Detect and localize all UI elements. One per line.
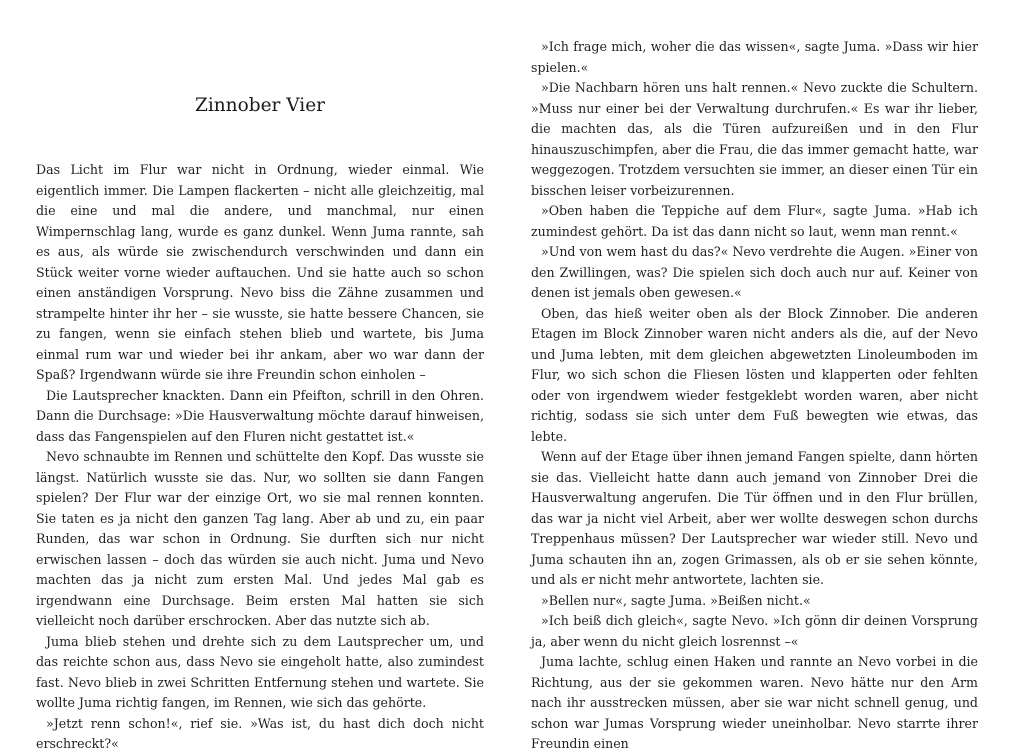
paragraph: »Ich frage mich, woher die das wissen«, sagte Juma. »Dass wir hier spielen.« [531, 39, 978, 75]
paragraph: »Ich beiß dich gleich«, sagte Nevo. »Ich gönn dir deinen Vorsprung ja, aber wenn du nicht gleich losrennst –« [531, 613, 978, 649]
right-page-text [531, 37, 978, 755]
left-page-text [36, 160, 484, 755]
paragraph: Juma blieb stehen und drehte sich zu dem Lautsprecher um, und das reichte schon aus, dass Nevo sie eingeholt hatte, also zumindest fast. Nevo blieb in zwei Schritten Entfernung stehen und wartete. Sie wollte Juma richtig fangen, im Rennen, wie sich das gehörte. [36, 633, 484, 710]
paragraph: Oben, das hieß weiter oben als der Block Zinnober. Die anderen Etagen im Block Zinnober waren nicht anders als die, auf der Nevo und Juma lebten, mit dem gleichen abgewetzten Linoleumboden im Flur, wo sich schon die Fliesen lösten und klapperten oder fehlten oder von irgendwem wieder festgeklebt worden waren, aber nicht richtig, sodass sie sich unter dem Fuß bewegten wie etwas, das lebte. [531, 305, 978, 444]
paragraph: »Bellen nur«, sagte Juma. »Beißen nicht.« [541, 592, 811, 608]
paragraph: Die Lautsprecher knackten. Dann ein Pfeifton, schrill in den Ohren. Dann die Durchsage: »Die Hausverwaltung möchte darauf hinweisen, dass das Fangenspielen auf den Fluren nicht gestattet ist.« [36, 387, 484, 444]
paragraph: Wenn auf der Etage über ihnen jemand Fangen spielte, dann hörten sie das. Vielleicht hatte dann auch jemand von Zinnober Drei die Hausverwaltung angerufen. Die Tür öffnen und in den Flur brüllen, das war ja nicht viel Arbeit, aber wer wollte deswegen schon durchs Treppenhaus müssen? Der Lautsprecher war wieder still. Nevo und Juma schauten ihn an, zogen Grimassen, als ob er sie sehen könnte, und als er nicht mehr antwortete, lachten sie. [531, 449, 978, 587]
chapter-title: Zinnober Vier [195, 95, 325, 116]
paragraph: Nevo schnaubte im Rennen und schüttelte den Kopf. Das wusste sie längst. Natürlich wusste sie das. Nur, wo sollten sie dann Fangen spielen? Der Flur war der einzige Ort, wo sie mal rennen konnten. Sie taten es ja nicht den ganzen Tag lang. Aber ab und zu, ein paar Runden, das war schon in Ordnung. Sie durften sich nur nicht erwischen lassen – doch das würden sie auch nicht. Juma und Nevo machten das ja nicht zum ersten Mal. Und jedes Mal gab es irgendwann eine Durchsage. Beim ersten Mal hatten sie sich vielleicht noch darüber erschrocken. Aber das nutzte sich ab. [36, 449, 484, 628]
paragraph: »Oben haben die Teppiche auf dem Flur«, sagte Juma. »Hab ich zumindest gehört. Da ist das dann nicht so laut, wenn man rennt.« [531, 203, 978, 239]
paragraph: Juma lachte, schlug einen Haken und rannte an Nevo vorbei in die Richtung, aus der sie gekommen waren. Nevo hätte nur den Arm nach ihr ausstrecken müssen, aber sie war nicht schnell genug, und schon war Jumas Vorsprung wieder uneinholbar. Nevo starrte ihrer Freundin einen [531, 654, 978, 751]
paragraph: »Und von wem hast du das?« Nevo verdrehte die Augen. »Einer von den Zwillingen, was? Die spielen sich doch auch nur auf. Keiner von denen ist jemals oben gewesen.« [531, 244, 978, 300]
paragraph: »Jetzt renn schon!«, rief sie. »Was ist, du hast dich doch nicht erschreckt?« [36, 715, 484, 751]
paragraph: »Die Nachbarn hören uns halt rennen.« Nevo zuckte die Schultern. »Muss nur einer bei der Verwaltung durchrufen.« Es war ihr lieber, die machten das, als die Türen aufzureißen und in den Flur hinauszuschimpfen, aber die Frau, die das immer gemacht hatte, war weggezogen. Trotzdem versuchten sie immer, an dieser einen Tür ein bisschen leiser vorbeizurennen. [531, 80, 978, 198]
paragraph: Das Licht im Flur war nicht in Ordnung, wieder einmal. Wie eigentlich immer. Die Lampen flackerten – nicht alle gleichzeitig, mal die eine und mal die andere, und manchmal, nur einen Wimpernschlag lang, wurde es ganz dunkel. Wenn Juma rannte, sah es aus, als würde sie zwischendurch verschwinden und dann ein Stück weiter vorne wieder auftauchen. Und sie hatte auch so schon einen anständigen Vorsprung. Nevo biss die Zähne zusammen und strampelte hinter ihr her – sie wusste, sie hatte bessere Chancen, sie zu fangen, wenn sie einfach stehen blieb und wartete, bis Juma einmal rum war und wieder bei ihr ankam, aber wo war dann der Spaß? Irgendwann würde sie ihre Freundin schon einholen – [36, 162, 484, 382]
